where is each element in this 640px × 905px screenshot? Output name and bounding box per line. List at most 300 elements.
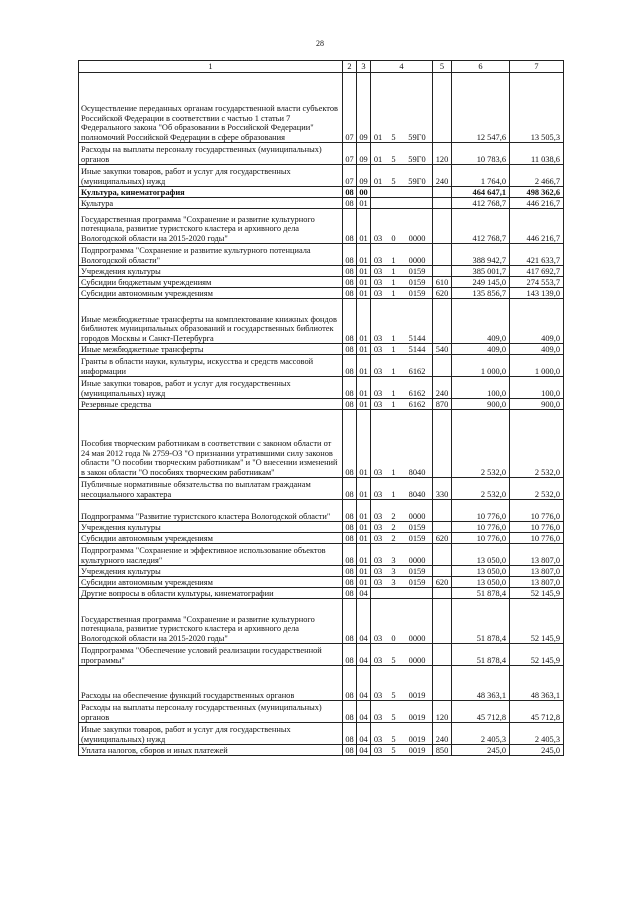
expense-type-code: 870	[433, 399, 452, 410]
table-row	[79, 577, 564, 588]
target-article-code	[371, 143, 433, 165]
section-code: 08	[343, 244, 357, 266]
program-code: 03	[373, 712, 383, 722]
subsection-code: 01	[357, 266, 371, 277]
program-code: 01	[373, 132, 383, 142]
table-row	[79, 500, 564, 522]
program-code: 03	[373, 734, 383, 744]
subprogram-code: 3	[391, 566, 396, 576]
direction-code: 59Г0	[408, 154, 426, 164]
target-article-code	[371, 165, 433, 187]
program-code: 03	[373, 277, 383, 287]
amount-2017: 100,0	[452, 377, 510, 399]
amount-2018: 245,0	[510, 745, 564, 756]
amount-2017: 2 532,0	[452, 410, 510, 478]
subsection-code: 01	[357, 209, 371, 244]
direction-code: 0000	[408, 255, 426, 265]
target-article-code	[371, 566, 433, 577]
table-row	[79, 377, 564, 399]
subprogram-code: 1	[391, 288, 396, 298]
table-row	[79, 266, 564, 277]
expense-type-code	[433, 198, 452, 209]
expense-type-code	[433, 500, 452, 522]
direction-code: 0159	[408, 522, 426, 532]
subsection-code: 01	[357, 277, 371, 288]
row-name: Подпрограмма "Сохранение и эффективное использование объектов культурного наследия"	[79, 544, 343, 566]
program-code: 03	[373, 366, 383, 376]
section-code: 08	[343, 344, 357, 355]
row-name: Гранты в области науки, культуры, искусства и средств массовой информации	[79, 355, 343, 377]
amount-2018: 2 405,3	[510, 723, 564, 745]
subprogram-code: 1	[391, 489, 396, 499]
amount-2017: 412 768,7	[452, 198, 510, 209]
direction-code: 0000	[408, 555, 426, 565]
section-code: 08	[343, 410, 357, 478]
table-row	[79, 644, 564, 666]
row-name: Государственная программа "Сохранение и развитие культурного потенциала, развитие туристского кластера и архивного дела Вологодской области на 2015-2020 годы"	[79, 599, 343, 644]
column-header: 3	[357, 61, 371, 73]
section-code: 08	[343, 399, 357, 410]
column-header: 1	[79, 61, 343, 73]
row-name: Иные межбюджетные трансферты	[79, 344, 343, 355]
subprogram-code: 1	[391, 333, 396, 343]
subsection-code: 04	[357, 588, 371, 599]
subprogram-code: 1	[391, 266, 396, 276]
amount-2018: 45 712,8	[510, 701, 564, 723]
target-article-code	[371, 299, 433, 344]
section-code: 08	[343, 723, 357, 745]
program-code: 03	[373, 633, 383, 643]
amount-2017: 51 878,4	[452, 644, 510, 666]
amount-2017: 900,0	[452, 399, 510, 410]
row-name: Субсидии бюджетным учреждениям	[79, 277, 343, 288]
amount-2018: 52 145,9	[510, 644, 564, 666]
row-name: Другие вопросы в области культуры, кинематографии	[79, 588, 343, 599]
direction-code: 0159	[408, 277, 426, 287]
section-code: 08	[343, 644, 357, 666]
table-row	[79, 165, 564, 187]
subprogram-code: 3	[391, 577, 396, 587]
subprogram-code: 2	[391, 533, 396, 543]
program-code: 03	[373, 533, 383, 543]
amount-2017: 13 050,0	[452, 566, 510, 577]
expense-type-code	[433, 209, 452, 244]
subprogram-code: 0	[391, 233, 396, 243]
section-code: 08	[343, 266, 357, 277]
table-header-row	[79, 61, 564, 73]
direction-code: 6162	[408, 388, 426, 398]
direction-code: 8040	[408, 489, 426, 499]
program-code: 03	[373, 467, 383, 477]
amount-2018: 1 000,0	[510, 355, 564, 377]
table-row	[79, 544, 564, 566]
program-code: 03	[373, 655, 383, 665]
expense-type-code: 120	[433, 143, 452, 165]
amount-2018: 409,0	[510, 299, 564, 344]
expense-type-code: 240	[433, 377, 452, 399]
section-code: 07	[343, 143, 357, 165]
amount-2017: 12 547,6	[452, 73, 510, 143]
target-article-code	[371, 723, 433, 745]
amount-2017: 10 776,0	[452, 533, 510, 544]
table-row	[79, 288, 564, 299]
column-header: 6	[452, 61, 510, 73]
subsection-code: 09	[357, 143, 371, 165]
table-row	[79, 73, 564, 143]
row-name: Культура	[79, 198, 343, 209]
section-code: 08	[343, 745, 357, 756]
program-code: 03	[373, 344, 383, 354]
amount-2017: 2 532,0	[452, 478, 510, 500]
column-header: 7	[510, 61, 564, 73]
direction-code: 59Г0	[408, 176, 426, 186]
expense-type-code	[433, 566, 452, 577]
row-name: Государственная программа "Сохранение и развитие культурного потенциала, развитие туристского кластера и архивного дела Вологодской области на 2015-2020 годы"	[79, 209, 343, 244]
subsection-code: 01	[357, 244, 371, 266]
amount-2017: 10 776,0	[452, 522, 510, 533]
expense-type-code: 240	[433, 723, 452, 745]
target-article-code	[371, 701, 433, 723]
expense-type-code	[433, 299, 452, 344]
target-article-code	[371, 73, 433, 143]
target-article-code	[371, 410, 433, 478]
amount-2017: 245,0	[452, 745, 510, 756]
subsection-code: 00	[357, 187, 371, 198]
subprogram-code: 5	[391, 712, 396, 722]
subsection-code: 04	[357, 599, 371, 644]
target-article-code	[371, 187, 433, 198]
amount-2017: 464 647,1	[452, 187, 510, 198]
subprogram-code: 1	[391, 399, 396, 409]
target-article-code	[371, 277, 433, 288]
amount-2018: 2 532,0	[510, 478, 564, 500]
row-name: Субсидии автономным учреждениям	[79, 533, 343, 544]
expense-type-code	[433, 355, 452, 377]
subsection-code: 01	[357, 566, 371, 577]
program-code: 03	[373, 489, 383, 499]
direction-code: 0159	[408, 566, 426, 576]
amount-2018: 274 553,7	[510, 277, 564, 288]
section-code: 08	[343, 288, 357, 299]
direction-code: 0159	[408, 533, 426, 543]
subprogram-code: 2	[391, 522, 396, 532]
section-code: 07	[343, 73, 357, 143]
target-article-code	[371, 209, 433, 244]
amount-2017: 385 001,7	[452, 266, 510, 277]
direction-code: 6162	[408, 366, 426, 376]
subsection-code: 04	[357, 644, 371, 666]
amount-2017: 48 363,1	[452, 666, 510, 701]
program-code: 03	[373, 255, 383, 265]
subprogram-code: 1	[391, 366, 396, 376]
column-header: 4	[371, 61, 433, 73]
table-row	[79, 666, 564, 701]
section-code: 08	[343, 666, 357, 701]
expense-type-code	[433, 244, 452, 266]
expense-type-code: 330	[433, 478, 452, 500]
subprogram-code: 1	[391, 388, 396, 398]
amount-2018: 52 145,9	[510, 588, 564, 599]
direction-code: 0159	[408, 266, 426, 276]
expense-type-code: 240	[433, 165, 452, 187]
amount-2018: 10 776,0	[510, 522, 564, 533]
subprogram-code: 5	[391, 690, 396, 700]
expense-type-code	[433, 666, 452, 701]
table-row	[79, 588, 564, 599]
table-row	[79, 522, 564, 533]
direction-code: 0000	[408, 633, 426, 643]
subsection-code: 01	[357, 522, 371, 533]
amount-2018: 13 807,0	[510, 544, 564, 566]
expense-type-code	[433, 644, 452, 666]
amount-2018: 48 363,1	[510, 666, 564, 701]
program-code: 03	[373, 511, 383, 521]
program-code: 03	[373, 333, 383, 343]
expense-type-code	[433, 410, 452, 478]
section-code: 08	[343, 701, 357, 723]
subsection-code: 09	[357, 73, 371, 143]
direction-code: 0019	[408, 712, 426, 722]
target-article-code	[371, 377, 433, 399]
row-name: Подпрограмма "Обеспечение условий реализации государственной программы"	[79, 644, 343, 666]
subsection-code: 01	[357, 577, 371, 588]
row-name: Расходы на обеспечение функций государственных органов	[79, 666, 343, 701]
program-code: 03	[373, 555, 383, 565]
direction-code: 8040	[408, 467, 426, 477]
amount-2018: 498 362,6	[510, 187, 564, 198]
table-row	[79, 478, 564, 500]
subprogram-code: 5	[391, 132, 396, 142]
target-article-code	[371, 666, 433, 701]
section-code: 08	[343, 522, 357, 533]
subsection-code: 01	[357, 410, 371, 478]
section-code: 08	[343, 566, 357, 577]
table-row	[79, 399, 564, 410]
subsection-code: 01	[357, 478, 371, 500]
subprogram-code: 5	[391, 734, 396, 744]
target-article-code	[371, 198, 433, 209]
amount-2017: 10 783,6	[452, 143, 510, 165]
table-row	[79, 299, 564, 344]
column-header: 5	[433, 61, 452, 73]
table-row	[79, 143, 564, 165]
table-row	[79, 566, 564, 577]
amount-2018: 13 807,0	[510, 566, 564, 577]
subprogram-code: 1	[391, 277, 396, 287]
expense-type-code: 850	[433, 745, 452, 756]
direction-code: 0019	[408, 734, 426, 744]
subprogram-code: 2	[391, 511, 396, 521]
row-name: Субсидии автономным учреждениям	[79, 288, 343, 299]
amount-2018: 13 807,0	[510, 577, 564, 588]
program-code: 03	[373, 577, 383, 587]
expense-type-code	[433, 266, 452, 277]
section-code: 08	[343, 187, 357, 198]
direction-code: 0000	[408, 655, 426, 665]
target-article-code	[371, 266, 433, 277]
amount-2017: 409,0	[452, 344, 510, 355]
row-name: Пособия творческим работникам в соответствии с законом области от 24 мая 2012 года № 2759-ОЗ "О признании утратившими силу законов области "О пособии творческим работникам" и "О внесении изменений в закон области "О пособиях творческим работникам"	[79, 410, 343, 478]
expense-type-code: 620	[433, 533, 452, 544]
target-article-code	[371, 399, 433, 410]
table-row	[79, 410, 564, 478]
amount-2018: 417 692,7	[510, 266, 564, 277]
table-body	[79, 73, 564, 756]
program-code: 03	[373, 690, 383, 700]
amount-2017: 2 405,3	[452, 723, 510, 745]
subprogram-code: 0	[391, 633, 396, 643]
table-row	[79, 198, 564, 209]
subprogram-code: 3	[391, 555, 396, 565]
row-name: Расходы на выплаты персоналу государственных (муниципальных) органов	[79, 143, 343, 165]
amount-2018: 446 216,7	[510, 209, 564, 244]
subsection-code: 01	[357, 355, 371, 377]
expense-type-code: 620	[433, 288, 452, 299]
section-code: 07	[343, 165, 357, 187]
row-name: Субсидии автономным учреждениям	[79, 577, 343, 588]
row-name: Подпрограмма "Сохранение и развитие культурного потенциала Вологодской области"	[79, 244, 343, 266]
section-code: 08	[343, 209, 357, 244]
section-code: 08	[343, 577, 357, 588]
target-article-code	[371, 577, 433, 588]
row-name: Учреждения культуры	[79, 266, 343, 277]
expense-type-code	[433, 187, 452, 198]
direction-code: 0019	[408, 745, 426, 755]
amount-2017: 13 050,0	[452, 544, 510, 566]
direction-code: 0159	[408, 577, 426, 587]
row-name: Осуществление переданных органам государственной власти субъектов Российской Федерации в соответствии с частью 1 статьи 7 Федерального закона "Об образовании в Российской Федерации" полномочий Российской Федерации в сфере образования	[79, 73, 343, 143]
direction-code: 0019	[408, 690, 426, 700]
subsection-code: 04	[357, 723, 371, 745]
program-code: 03	[373, 388, 383, 398]
table-row	[79, 599, 564, 644]
table-row	[79, 244, 564, 266]
table-row	[79, 745, 564, 756]
subsection-code: 01	[357, 500, 371, 522]
program-code: 01	[373, 176, 383, 186]
direction-code: 6162	[408, 399, 426, 409]
direction-code: 0000	[408, 511, 426, 521]
table-row	[79, 723, 564, 745]
subsection-code: 01	[357, 533, 371, 544]
expense-type-code	[433, 588, 452, 599]
amount-2018: 13 505,3	[510, 73, 564, 143]
table-row	[79, 344, 564, 355]
section-code: 08	[343, 355, 357, 377]
program-code: 03	[373, 288, 383, 298]
subsection-code: 01	[357, 344, 371, 355]
row-name: Уплата налогов, сборов и иных платежей	[79, 745, 343, 756]
row-name: Иные закупки товаров, работ и услуг для государственных (муниципальных) нужд	[79, 377, 343, 399]
amount-2018: 143 139,0	[510, 288, 564, 299]
amount-2017: 51 878,4	[452, 599, 510, 644]
table-row	[79, 209, 564, 244]
section-code: 08	[343, 299, 357, 344]
row-name: Учреждения культуры	[79, 522, 343, 533]
table-row	[79, 355, 564, 377]
section-code: 08	[343, 500, 357, 522]
section-code: 08	[343, 588, 357, 599]
amount-2018: 2 532,0	[510, 410, 564, 478]
target-article-code	[371, 588, 433, 599]
target-article-code	[371, 522, 433, 533]
subprogram-code: 5	[391, 176, 396, 186]
subsection-code: 01	[357, 198, 371, 209]
target-article-code	[371, 745, 433, 756]
amount-2017: 1 000,0	[452, 355, 510, 377]
program-code: 03	[373, 233, 383, 243]
section-code: 08	[343, 533, 357, 544]
target-article-code	[371, 478, 433, 500]
target-article-code	[371, 500, 433, 522]
amount-2018: 10 776,0	[510, 500, 564, 522]
page-number: 28	[316, 39, 324, 48]
amount-2017: 1 764,0	[452, 165, 510, 187]
subsection-code: 01	[357, 377, 371, 399]
program-code: 03	[373, 266, 383, 276]
subprogram-code: 1	[391, 344, 396, 354]
table-row	[79, 277, 564, 288]
subsection-code: 04	[357, 666, 371, 701]
target-article-code	[371, 599, 433, 644]
row-name: Подпрограмма "Развитие туристского кластера Вологодской области"	[79, 500, 343, 522]
amount-2018: 100,0	[510, 377, 564, 399]
program-code: 03	[373, 522, 383, 532]
subsection-code: 04	[357, 745, 371, 756]
table-row	[79, 701, 564, 723]
subprogram-code: 5	[391, 655, 396, 665]
expense-type-code	[433, 599, 452, 644]
amount-2017: 51 878,4	[452, 588, 510, 599]
target-article-code	[371, 355, 433, 377]
subsection-code: 01	[357, 544, 371, 566]
row-name: Публичные нормативные обязательства по выплатам гражданам несоциального характера	[79, 478, 343, 500]
direction-code: 0159	[408, 288, 426, 298]
amount-2018: 409,0	[510, 344, 564, 355]
amount-2018: 11 038,6	[510, 143, 564, 165]
program-code: 03	[373, 399, 383, 409]
expense-type-code: 540	[433, 344, 452, 355]
expense-type-code	[433, 522, 452, 533]
table-row	[79, 187, 564, 198]
expense-type-code	[433, 73, 452, 143]
amount-2017: 13 050,0	[452, 577, 510, 588]
expense-type-code: 620	[433, 577, 452, 588]
subprogram-code: 5	[391, 154, 396, 164]
section-code: 08	[343, 544, 357, 566]
amount-2018: 446 216,7	[510, 198, 564, 209]
direction-code: 5144	[408, 333, 426, 343]
subprogram-code: 5	[391, 745, 396, 755]
section-code: 08	[343, 198, 357, 209]
expense-type-code: 610	[433, 277, 452, 288]
amount-2018: 421 633,7	[510, 244, 564, 266]
subprogram-code: 1	[391, 467, 396, 477]
program-code: 03	[373, 745, 383, 755]
amount-2018: 10 776,0	[510, 533, 564, 544]
amount-2017: 45 712,8	[452, 701, 510, 723]
section-code: 08	[343, 478, 357, 500]
direction-code: 59Г0	[408, 132, 426, 142]
target-article-code	[371, 344, 433, 355]
subsection-code: 01	[357, 299, 371, 344]
amount-2018: 52 145,9	[510, 599, 564, 644]
amount-2017: 135 856,7	[452, 288, 510, 299]
subsection-code: 01	[357, 288, 371, 299]
amount-2017: 10 776,0	[452, 500, 510, 522]
section-code: 08	[343, 277, 357, 288]
target-article-code	[371, 533, 433, 544]
